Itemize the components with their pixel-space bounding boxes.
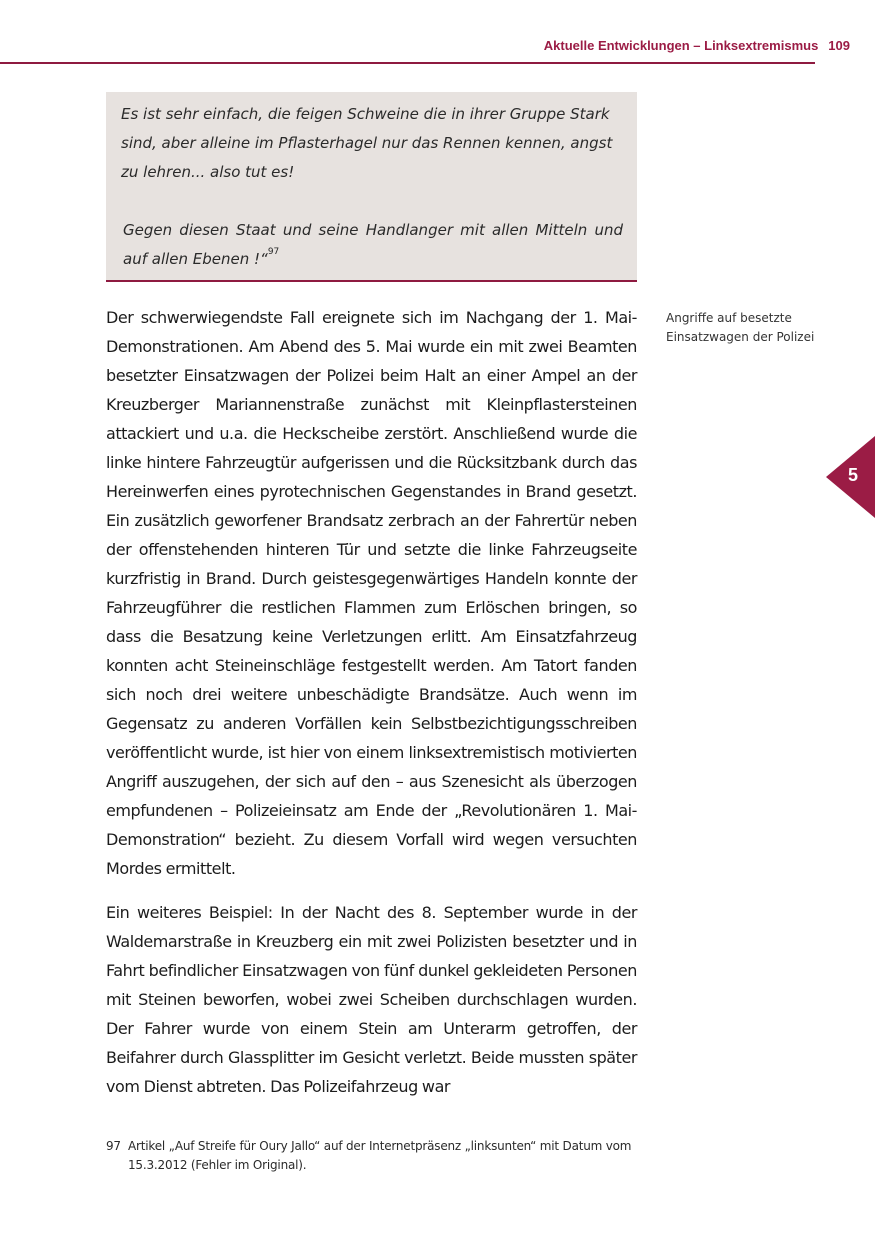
footnote-number: 97 (106, 1139, 121, 1153)
chapter-number: 5 (848, 465, 859, 485)
footnote-reference: 97 (267, 247, 280, 257)
footnote-text: Artikel „Auf Streife für Oury Jallo“ auf der Internetpräsenz „linksunten“ mit Datum vom 15.3.2012 (Fehler im Original). (128, 1139, 632, 1172)
quote-paragraph-2-text: Gegen diesen Staat und seine Handlanger mit allen Mitteln und auf allen Ebenen !“ (123, 221, 623, 268)
footnote (106, 1137, 641, 1175)
quote-paragraph-1: Es ist sehr einfach, die feigen Schweine die in ihrer Gruppe Stark sind, aber alleine im Pflasterhagel nur das Rennen kennen, angst zu lehren... also tut es! (121, 105, 613, 181)
body-paragraph-2: Ein weiteres Beispiel: In der Nacht des 8. September wurde in der Waldemarstraße in Kreuzberg ein mit zwei Polizisten besetzter und in Fahrt befindlicher Einsatzwagen von fünf dunkel gekleideten Personen mit Steinen beworfen, wobei zwei Scheiben durchschlagen wurden. Der Fahrer wurde von einem Stein am Unterarm getroffen, der Beifahrer durch Glassplitter im Gesicht verletzt. Beide mussten später vom Dienst abtreten. Das Polizeifahrzeug war (106, 903, 637, 1096)
body-text (106, 303, 637, 1116)
quote-paragraph-2 (121, 216, 623, 274)
header-rule (0, 62, 815, 64)
quote-box (106, 92, 637, 282)
running-title: Aktuelle Entwicklungen – Linksextremismus (543, 38, 819, 53)
running-header (0, 38, 850, 60)
body-paragraph-1: Der schwerwiegendste Fall ereignete sich im Nachgang der 1. Mai-Demonstrationen. Am Abend des 5. Mai wurde ein mit zwei Beamten besetzter Einsatzwagen der Polizei beim Halt an einer Ampel an der Kreuzberger Mariannenstraße zunächst mit Kleinpflastersteinen attackiert und u.a. die Heckscheibe zerstört. Anschließend wurde die linke hintere Fahrzeugtür aufgerissen und die Rücksitzbank durch das Hereinwerfen eines pyrotechnischen Gegenstandes in Brand gesetzt. Ein zusätzlich geworfener Brandsatz zerbrach an der Fahrertür neben der offenstehenden hinteren Tür und setzte die linke Fahrzeugseite kurzfristig in Brand. Durch geistesgegenwärtiges Handeln konnte der Fahrzeugführer die restlichen Flammen zum Erlöschen bringen, so dass die Besatzung keine Verletzungen erlitt. Am Einsatzfahrzeug konnten acht Steineinschläge festgestellt werden. Am Tatort fanden sich noch drei weitere unbeschädigte Brandsätze. Auch wenn im Gegensatz zu anderen Vorfällen kein Selbstbezichtigungsschreiben veröffentlicht wurde, ist hier von einem linksextremistisch motivierten Angriff auszugehen, der sich auf den – aus Szenesicht als überzogen empfundenen – Polizeieinsatz am Ende der „Revolutionären 1. Mai-Demonstration“ bezieht. Zu diesem Vorfall wird wegen versuchten Mordes ermittelt. (106, 308, 637, 878)
margin-note: Angriffe auf besetzte Einsatzwagen der Polizei (666, 311, 815, 344)
page-number: 109 (828, 38, 850, 53)
